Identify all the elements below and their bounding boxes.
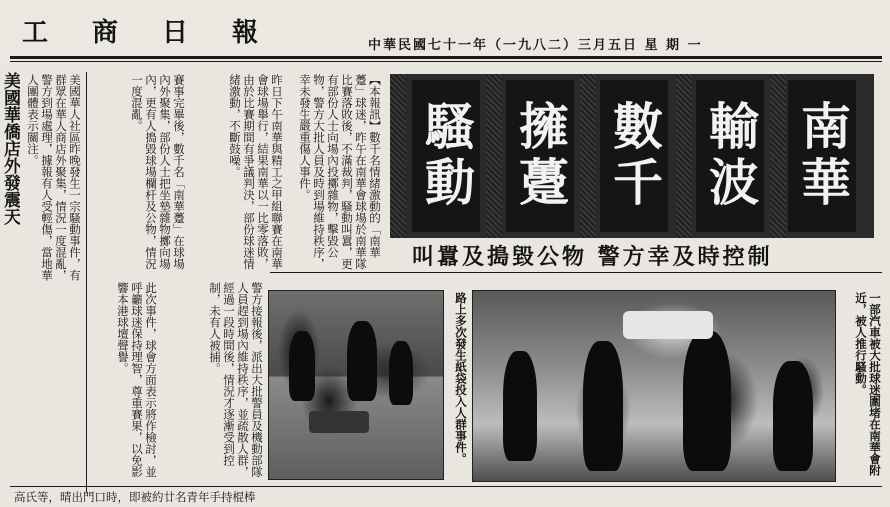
headline-col-5: 騷動	[417, 100, 475, 212]
masthead	[0, 0, 890, 62]
issue-date-line: 中華民國七十一年（一九八二）三月五日 星 期 一	[368, 38, 703, 53]
headline-col-4: 擁躉	[511, 100, 569, 212]
article-col-3: 賽事完畢後，數千名「南華躉」在球場內外聚集，部份人士把坐墊雜物擲向場內，更有人搗毀球場欄杆及公物，情況一度混亂。	[130, 74, 186, 270]
headline-col-3: 數千	[605, 100, 663, 212]
side-story-headline: 美國華僑店外發震天	[0, 72, 20, 225]
article-col-2: 昨日下午南華與精工之甲組聯賽在南華會球場舉行，結果南華以一比零落敗，由於比賽期間有爭議判決，部份球迷情緒激動，不斷鼓噪。	[228, 74, 284, 270]
bottom-stub-text: 高氏等，晴出門口時，即被約廿名青年手持棍棒	[14, 490, 256, 504]
subhead-rule	[270, 272, 882, 273]
bottom-rule	[10, 486, 882, 487]
headline-col-2: 輸波	[701, 100, 759, 212]
side-story-text: 美國華人社區昨晚發生一宗騷動事件，有群眾在華人商店外聚集，情況一度混亂，警方到場處理，據報有人受輕傷，當地華人團體表示關注。	[26, 74, 82, 281]
caption-left: 路上多次發生紙袋投入人群事件。	[454, 292, 468, 465]
headline-block	[390, 74, 874, 238]
masthead-rule	[10, 56, 882, 59]
article-col-1: 【本報訊】數千名情緒激動的「南華躉」球迷，昨午在南華會球場於南華隊比賽落敗後，不滿裁判，騷動叫囂，更有部份人士向場內投擲雜物，擊毀公物，警方大批人員及時到場維持秩序，幸未發生嚴重傷人事件。	[298, 74, 382, 270]
photo-right	[472, 290, 836, 482]
masthead-rule-thin	[10, 61, 882, 62]
paper-name: 工商日報	[22, 18, 303, 48]
column-divider	[86, 72, 87, 492]
article-col-4: 警方接報後，派出大批警員及機動部隊人員趕到場內維持秩序，並疏散人群，經過一段時間後，情況才逐漸受到控制，未有人被捕。	[208, 282, 264, 478]
subheadline: 叫囂及搗毀公物 警方幸及時控制	[412, 244, 773, 270]
caption-right: 一部汽車被大批球迷圍堵在南華會附近，被人推行騷動。	[854, 292, 882, 476]
headline-col-1: 南華	[793, 100, 851, 212]
photo-left	[268, 290, 444, 480]
article-col-5: 此次事件，球會方面表示將作檢討，並呼籲球迷保持理智，尊重賽果，以免影響本港球壇聲譽。	[116, 282, 158, 478]
